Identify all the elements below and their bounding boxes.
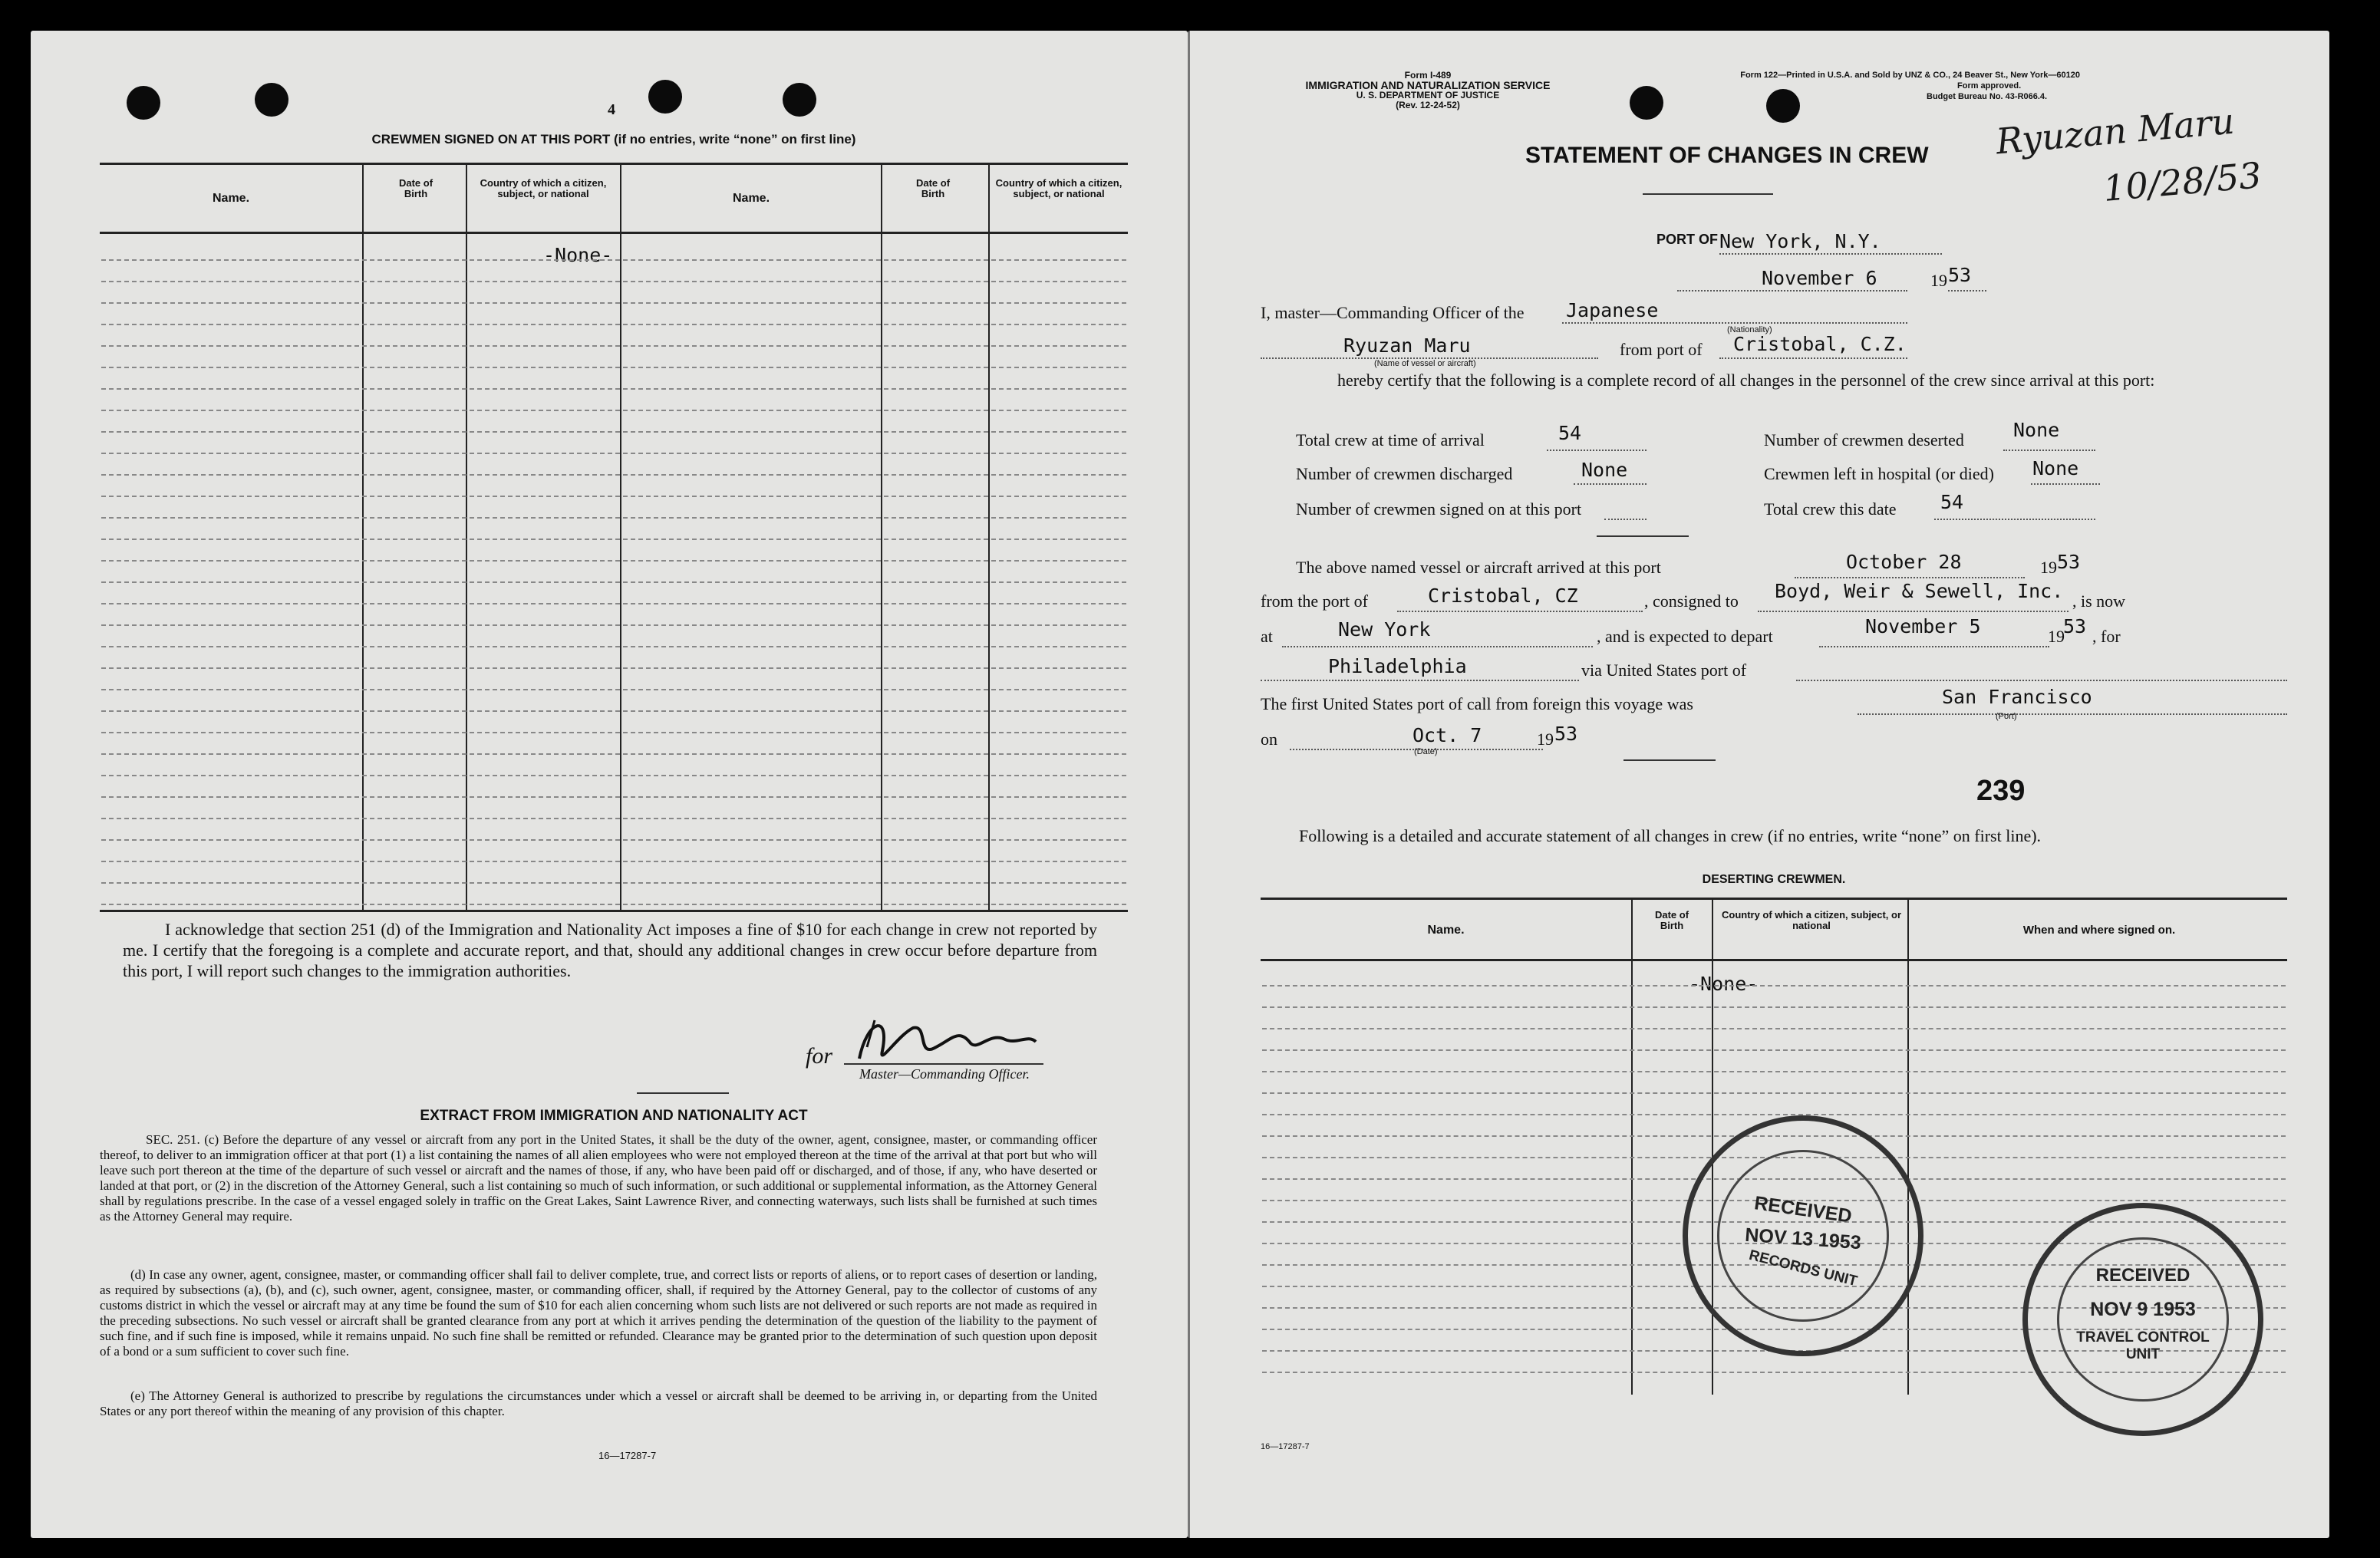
punch-hole <box>1630 86 1663 120</box>
total-arrival-value: 54 <box>1558 422 1582 444</box>
for-label: , for <box>2092 627 2121 646</box>
col-date-of-birth-2: Date of Birth <box>915 177 951 199</box>
via-label: via United States port of <box>1581 660 1747 680</box>
punch-hole <box>127 86 160 120</box>
handwritten-date-note: 10/28/53 <box>2101 154 2263 209</box>
arrived-text: The above named vessel or aircraft arrived at this port <box>1296 558 1661 577</box>
table-row <box>1262 1028 2286 1029</box>
form-header: Form I-489 IMMIGRATION AND NATURALIZATION SERVICE U. S. DEPARTMENT OF JUSTICE (Rev. 12-24-52) <box>1305 70 1551 110</box>
table-row <box>101 646 1126 647</box>
date-year: 53 <box>1948 264 1972 286</box>
date-month-day: November 6 <box>1762 267 1877 289</box>
deserting-entry: -None- <box>1689 973 1759 995</box>
left-page <box>31 31 1188 1538</box>
received-stamp-travel-control: RECEIVED NOV 9 1953 TRAVEL CONTROL UNIT <box>2022 1203 2263 1436</box>
certify-text: hereby certify that the following is a complete record of all changes in the personnel of the crew since arrival at this port: <box>1337 371 2155 390</box>
crew-signed-entry: -None- <box>543 244 613 266</box>
destination-value: Philadelphia <box>1328 655 1467 677</box>
col-country: Country of which a citizen, subject, or national <box>1721 909 1902 931</box>
table-row <box>101 624 1126 626</box>
table-row <box>101 259 1126 261</box>
form-approved: Form approved. <box>1957 81 2022 91</box>
table-row <box>101 904 1126 905</box>
table-row <box>101 689 1126 690</box>
col-country: Country of which a citizen, subject, or national <box>480 177 607 199</box>
signature-for: for <box>806 1043 833 1069</box>
table-row <box>101 581 1126 583</box>
from-port-value: Cristobal, C.Z. <box>1733 333 1907 355</box>
table-row <box>101 496 1126 497</box>
from-the-port-value: Cristobal, CZ <box>1428 585 1578 607</box>
handwritten-vessel-note: Ryuzan Maru <box>1994 100 2237 163</box>
table-row <box>101 367 1126 368</box>
table-row <box>101 324 1126 325</box>
col-date-of-birth: Date of Birth <box>1654 909 1689 931</box>
year-prefix: 19 <box>1930 271 1947 290</box>
table-row <box>101 753 1126 755</box>
discharged-label: Number of crewmen discharged <box>1296 464 1513 483</box>
footer-code: 16—17287-7 <box>598 1450 657 1461</box>
extract-section-d: (d) In case any owner, agent, consignee, master, or commanding officer shall fail to deliver complete, true, and correct lists or reports of aliens, or to report cases of desertion or landing, as required by subsections (a), (b), and (c), such owner, agent, consignee, master, or commanding officer, shall, if required by the Attorney General, pay to the collector of customs of any customs district in which the vessel or aircraft may at any time be found the sum of $10 for each alien concerning whom such lists are not delivered or such reports are not made as required in the preceding subsections. No such vessel or aircraft shall be granted clearance from any port at which it arrives pending the determination of the question of the liability to the payment of such fine, and if such fine is imposed, while it remains unpaid. No such fine shall be remitted or refunded. Clearance may be granted prior to the determination of such question upon deposit of a bond or a sum sufficient to cover such fine. <box>100 1267 1097 1359</box>
on-date: Oct. 7 <box>1413 724 1482 746</box>
date-label: (Date) <box>1414 747 1438 756</box>
table-row <box>101 732 1126 733</box>
table-row <box>1262 1092 2286 1094</box>
on-year: 53 <box>1554 723 1578 745</box>
on-label: on <box>1261 730 1277 749</box>
total-arrival-label: Total crew at time of arrival <box>1296 430 1485 450</box>
crew-signed-title: CREWMEN SIGNED ON AT THIS PORT (if no entries, write “none” on first line) <box>371 132 856 147</box>
table-row <box>101 796 1126 798</box>
total-date-value: 54 <box>1940 491 1964 513</box>
signed-on-label: Number of crewmen signed on at this port <box>1296 499 1582 519</box>
budget-bureau: Budget Bureau No. 43-R066.4. <box>1927 92 2048 101</box>
table-row <box>101 410 1126 411</box>
hospital-label: Crewmen left in hospital (or died) <box>1764 464 1994 483</box>
table-row <box>101 882 1126 884</box>
table-row <box>101 710 1126 712</box>
arrived-date: October 28 <box>1846 551 1962 573</box>
depart-year: 53 <box>2063 615 2087 637</box>
signature-label: Master—Commanding Officer. <box>859 1066 1030 1082</box>
received-stamp-records: RECEIVED NOV 13 1953 RECORDS UNIT <box>1683 1115 1923 1356</box>
table-row <box>101 539 1126 540</box>
first-port-text: The first United States port of call from foreign this voyage was <box>1261 694 1693 713</box>
table-row <box>101 667 1126 669</box>
table-row <box>1262 985 2286 987</box>
col-country-2: Country of which a citizen, subject, or national <box>995 177 1122 199</box>
arrived-year: 53 <box>2057 551 2081 573</box>
document-title: STATEMENT OF CHANGES IN CREW <box>1525 143 1929 168</box>
arrived-year-prefix: 19 <box>2040 558 2057 577</box>
stamped-number: 239 <box>1976 775 2026 807</box>
page-number: 4 <box>608 101 615 118</box>
table-row <box>101 775 1126 776</box>
table-row <box>101 345 1126 347</box>
from-the-port-label: from the port of <box>1261 591 1368 611</box>
printer-line: Form 122—Printed in U.S.A. and Sold by UNZ & CO., 24 Beaver St., New York—60120 <box>1740 71 2080 80</box>
deserted-label: Number of crewmen deserted <box>1764 430 1964 450</box>
deserted-value: None <box>2013 419 2060 441</box>
vessel-value: Ryuzan Maru <box>1343 334 1471 357</box>
extract-title: EXTRACT FROM IMMIGRATION AND NATIONALITY ACT <box>420 1108 808 1124</box>
table-row <box>101 388 1126 390</box>
depart-year-prefix: 19 <box>2048 627 2065 646</box>
at-label: at <box>1261 627 1273 646</box>
table-row <box>101 560 1126 562</box>
depart-label: , and is expected to depart <box>1597 627 1773 646</box>
on-year-prefix: 19 <box>1537 730 1554 749</box>
consigned-value: Boyd, Weir & Sewell, Inc. <box>1775 580 2064 602</box>
acknowledgement: I acknowledge that section 251 (d) of the Immigration and Nationality Act imposes a fine of $10 for each change in crew not reported by me. I certify that the foregoing is a complete and accurate report, and that, should any additional changes in crew occur before departure from this port, I will report such changes to the immigration authorities. <box>123 920 1097 980</box>
port-of-label: PORT OF <box>1656 232 1718 247</box>
footer-code: 16—17287-7 <box>1261 1442 1310 1451</box>
table-row <box>101 861 1126 862</box>
table-row <box>101 431 1126 433</box>
consigned-label: , consigned to <box>1644 591 1739 611</box>
extract-section-c: SEC. 251. (c) Before the departure of any vessel or aircraft from any port in the United States, it shall be the duty of the owner, agent, consignee, master, or commanding officer thereof, to deliver to an immigration officer at that port (1) a list containing the names of all alien employees who were not employed thereon at the time of the arrival at that port but who will leave such port thereon at the time of the departure of such vessel or aircraft and the names of those, if any, who have been paid off or discharged, and of those, if any, who have deserted or landed at that port, or (2) in the discretion of the Attorney General, such a list containing so much of such information, or such additional or supplemental information, as the Attorney General shall by regulations prescribe. In the case of a vessel engaged solely in traffic on the Great Lakes, Saint Lawrence River, and connecting waterways, such lists shall be furnished at such times as the Attorney General may require. <box>100 1132 1097 1224</box>
table-row <box>101 818 1126 819</box>
table-row <box>101 603 1126 604</box>
punch-hole <box>783 83 816 117</box>
is-now: , is now <box>2072 591 2126 611</box>
total-date-label: Total crew this date <box>1764 499 1897 519</box>
table-row <box>101 302 1126 304</box>
col-date-of-birth: Date of Birth <box>398 177 433 199</box>
table-row <box>1262 1006 2286 1008</box>
master-line: I, master—Commanding Officer of the <box>1261 303 1525 322</box>
vessel-label: (Name of vessel or aircraft) <box>1374 359 1476 368</box>
following-text: Following is a detailed and accurate statement of all changes in crew (if no entries, write “none” on first line). <box>1299 826 2042 845</box>
depart-date: November 5 <box>1865 615 1981 637</box>
col-when-where: When and where signed on. <box>2022 924 2176 937</box>
extract-section-e: (e) The Attorney General is authorized to prescribe by regulations the circumstances under which a vessel or aircraft shall be deemed to be arriving in, or departing from the United States or any port thereof within the meaning of any provision of this chapter. <box>100 1388 1097 1418</box>
discharged-value: None <box>1581 459 1628 481</box>
table-row <box>101 839 1126 841</box>
from-port-label: from port of <box>1620 340 1703 359</box>
col-name: Name. <box>212 192 250 205</box>
table-row <box>1262 1114 2286 1115</box>
table-row <box>101 281 1126 282</box>
table-row <box>101 453 1126 454</box>
table-row <box>1262 1049 2286 1051</box>
col-name-2: Name. <box>732 192 770 205</box>
punch-hole <box>1766 89 1800 123</box>
col-name: Name. <box>1427 924 1465 937</box>
at-value: New York <box>1338 618 1431 641</box>
right-page <box>1188 31 2329 1538</box>
table-row <box>101 517 1126 519</box>
port-of-value: New York, N.Y. <box>1719 230 1881 252</box>
table-row <box>1262 1071 2286 1072</box>
first-port-value: San Francisco <box>1942 686 2092 708</box>
hospital-value: None <box>2032 457 2079 479</box>
deserting-title: DESERTING CREWMEN. <box>1702 873 1846 886</box>
port-label: (Port) <box>1996 712 2017 721</box>
table-row <box>101 474 1126 476</box>
punch-hole <box>255 83 288 117</box>
nationality-value: Japanese <box>1566 299 1659 321</box>
nationality-label: (Nationality) <box>1727 325 1772 334</box>
punch-hole <box>648 80 682 114</box>
